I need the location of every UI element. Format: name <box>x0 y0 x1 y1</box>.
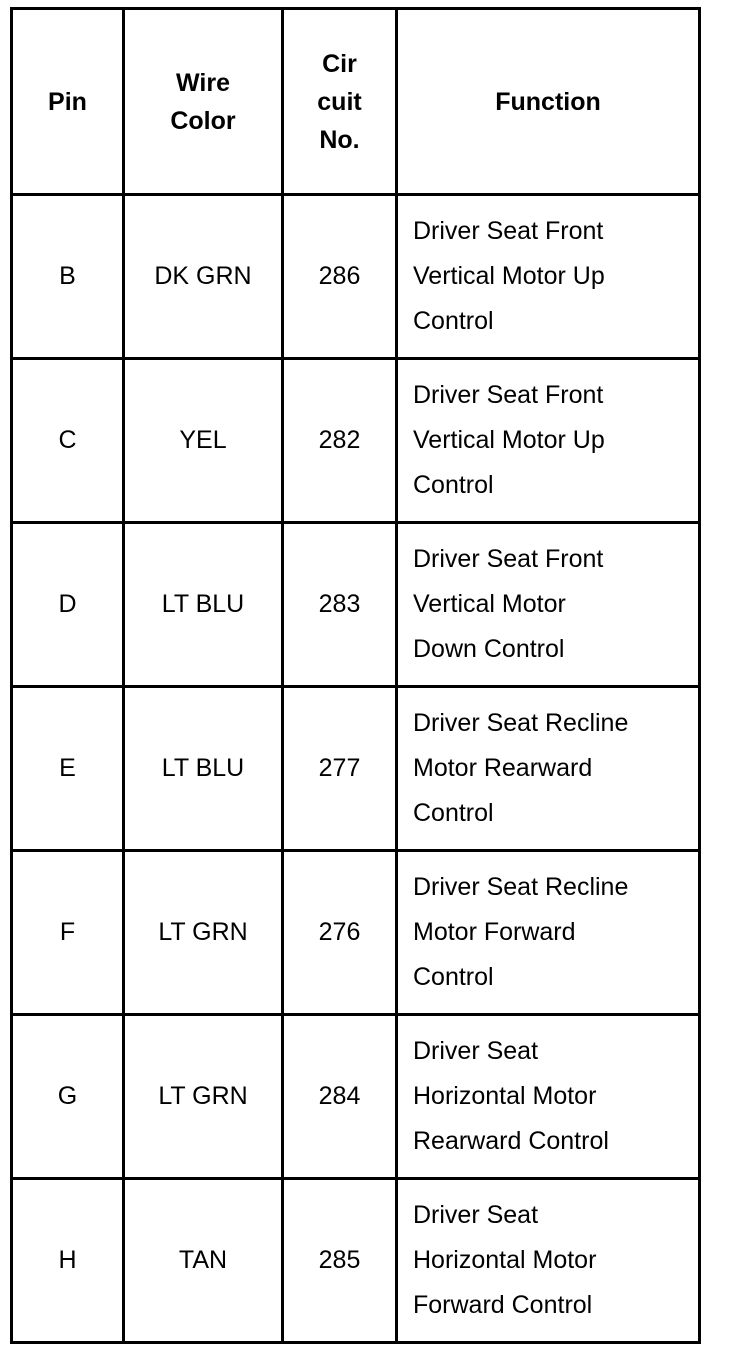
function-line: Driver Seat Front <box>413 545 604 573</box>
header-wire-color-line: Color <box>170 106 236 135</box>
header-pin <box>12 9 124 195</box>
wire-color-cell: YEL <box>124 359 283 523</box>
function-line: Driver Seat Recline <box>413 709 629 737</box>
circuit-cell: 285 <box>283 1179 397 1343</box>
wire-color-cell: LT BLU <box>124 523 283 687</box>
header-circuit-no-line: No. <box>319 125 360 154</box>
function-cell <box>397 851 700 1015</box>
pin-cell: C <box>12 359 124 523</box>
function-line: Down Control <box>413 635 565 663</box>
table-body <box>12 195 700 1343</box>
wire-color-cell: DK GRN <box>124 195 283 359</box>
function-line: Driver Seat <box>413 1037 539 1065</box>
header-function <box>397 9 700 195</box>
header-wire-color <box>124 9 283 195</box>
table-row <box>12 359 700 523</box>
function-cell <box>397 1015 700 1179</box>
table-row <box>12 523 700 687</box>
table-row <box>12 687 700 851</box>
function-cell <box>397 523 700 687</box>
pin-cell: H <box>12 1179 124 1343</box>
header-circuit-no <box>283 9 397 195</box>
function-line: Control <box>413 963 494 991</box>
circuit-cell: 283 <box>283 523 397 687</box>
pin-cell: G <box>12 1015 124 1179</box>
connector-pin-table <box>10 7 701 1344</box>
function-line: Driver Seat Front <box>413 217 604 245</box>
wire-color-cell: LT GRN <box>124 1015 283 1179</box>
header-pin-label: Pin <box>48 87 87 116</box>
function-cell <box>397 195 700 359</box>
function-line: Driver Seat Front <box>413 381 604 409</box>
header-function-label: Function <box>495 87 601 116</box>
table-header-row <box>12 9 700 195</box>
function-line: Horizontal Motor <box>413 1246 597 1274</box>
table-row <box>12 195 700 359</box>
pin-cell: E <box>12 687 124 851</box>
header-circuit-no-line: Cir <box>322 49 357 78</box>
function-line: Rearward Control <box>413 1127 609 1155</box>
function-cell <box>397 359 700 523</box>
circuit-cell: 284 <box>283 1015 397 1179</box>
function-line: Control <box>413 471 494 499</box>
header-wire-color-line: Wire <box>176 68 230 97</box>
table-row <box>12 1015 700 1179</box>
function-line: Motor Forward <box>413 918 576 946</box>
circuit-cell: 286 <box>283 195 397 359</box>
function-line: Horizontal Motor <box>413 1082 597 1110</box>
function-line: Driver Seat <box>413 1201 539 1229</box>
function-line: Forward Control <box>413 1291 593 1319</box>
wire-color-cell: TAN <box>124 1179 283 1343</box>
table-row <box>12 1179 700 1343</box>
circuit-cell: 277 <box>283 687 397 851</box>
pin-cell: B <box>12 195 124 359</box>
pin-cell: F <box>12 851 124 1015</box>
header-circuit-no-line: cuit <box>317 87 362 116</box>
function-line: Control <box>413 307 494 335</box>
function-line: Vertical Motor <box>413 590 566 618</box>
function-cell <box>397 687 700 851</box>
pin-cell: D <box>12 523 124 687</box>
function-line: Motor Rearward <box>413 754 593 782</box>
function-line: Vertical Motor Up <box>413 426 605 454</box>
table-row <box>12 851 700 1015</box>
function-line: Control <box>413 799 494 827</box>
function-cell <box>397 1179 700 1343</box>
circuit-cell: 282 <box>283 359 397 523</box>
function-line: Vertical Motor Up <box>413 262 605 290</box>
function-line: Driver Seat Recline <box>413 873 629 901</box>
wire-color-cell: LT GRN <box>124 851 283 1015</box>
circuit-cell: 276 <box>283 851 397 1015</box>
wire-color-cell: LT BLU <box>124 687 283 851</box>
